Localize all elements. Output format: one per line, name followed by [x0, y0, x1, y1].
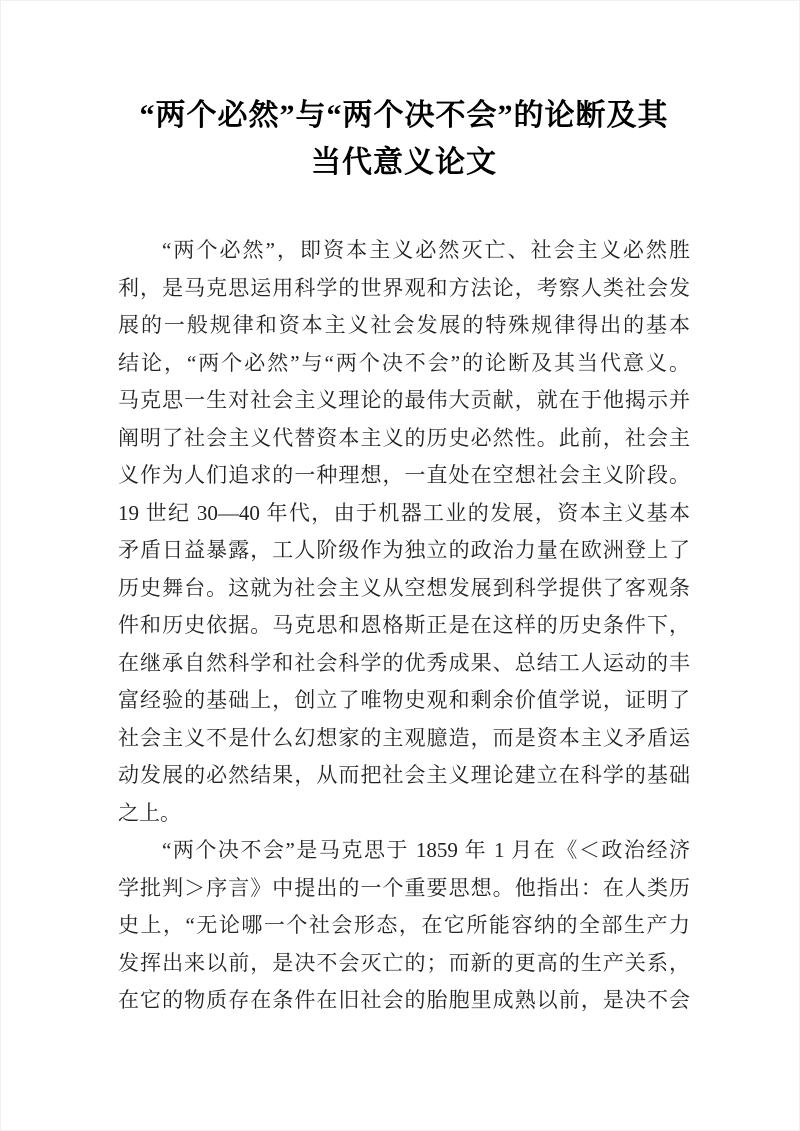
text-line: 马克思一生对社会主义理论的最伟大贡献，就在于他揭示并	[118, 388, 690, 412]
text-line: 富经验的基础上，创立了唯物史观和剩余价值学说，证明了	[118, 688, 690, 712]
document-title	[118, 92, 690, 186]
text-line: 19 世纪 30—40 年代，由于机器工业的发展，资本主义基本	[118, 500, 690, 525]
text-line: “两个必然”，即资本主义必然灭亡、社会主义必然胜	[162, 238, 690, 262]
text-line: 之上。	[118, 800, 181, 825]
text-line: 矛盾日益暴露，工人阶级作为独立的政治力量在欧洲登上了	[118, 538, 690, 562]
text-line: 史上，“无论哪一个社会形态，在它所能容纳的全部生产力	[118, 913, 690, 937]
text-line: 历史舞台。这就为社会主义从空想发展到科学提供了客观条	[118, 575, 690, 600]
text-line: 发挥出来以前，是决不会灭亡的；而新的更高的生产关系，	[118, 950, 690, 975]
text-line: 结论，“两个必然”与“两个决不会”的论断及其当代意义。	[118, 350, 690, 375]
text-line: 动发展的必然结果，从而把社会主义理论建立在科学的基础	[118, 763, 690, 787]
paragraph	[118, 832, 690, 1020]
text-line: 社会主义不是什么幻想家的主观臆造，而是资本主义矛盾运	[118, 725, 690, 750]
text-line: 利，是马克思运用科学的世界观和方法论，考察人类社会发	[118, 275, 690, 300]
text-line: 在它的物质存在条件在旧社会的胎胞里成熟以前，是决不会	[118, 988, 690, 1012]
text-line: 件和历史依据。马克思和恩格斯正是在这样的历史条件下，	[118, 613, 690, 637]
text-line: “两个决不会”是马克思于 1859 年 1 月在《＜政治经济	[162, 838, 690, 862]
text-line: 学批判＞序言》中提出的一个重要思想。他指出：在人类历	[118, 875, 690, 900]
text-line: 义作为人们追求的一种理想，一直处在空想社会主义阶段。	[118, 463, 690, 487]
text-line: 阐明了社会主义代替资本主义的历史必然性。此前，社会主	[118, 425, 690, 450]
title-line: 当代意义论文	[311, 146, 497, 179]
paragraph	[118, 232, 690, 832]
text-line: 在继承自然科学和社会科学的优秀成果、总结工人运动的丰	[118, 650, 690, 675]
title-line: “两个必然”与“两个决不会”的论断及其	[139, 99, 669, 132]
document-body	[118, 232, 690, 1020]
text-line: 展的一般规律和资本主义社会发展的特殊规律得出的基本	[118, 313, 690, 337]
document-content	[118, 0, 690, 1020]
